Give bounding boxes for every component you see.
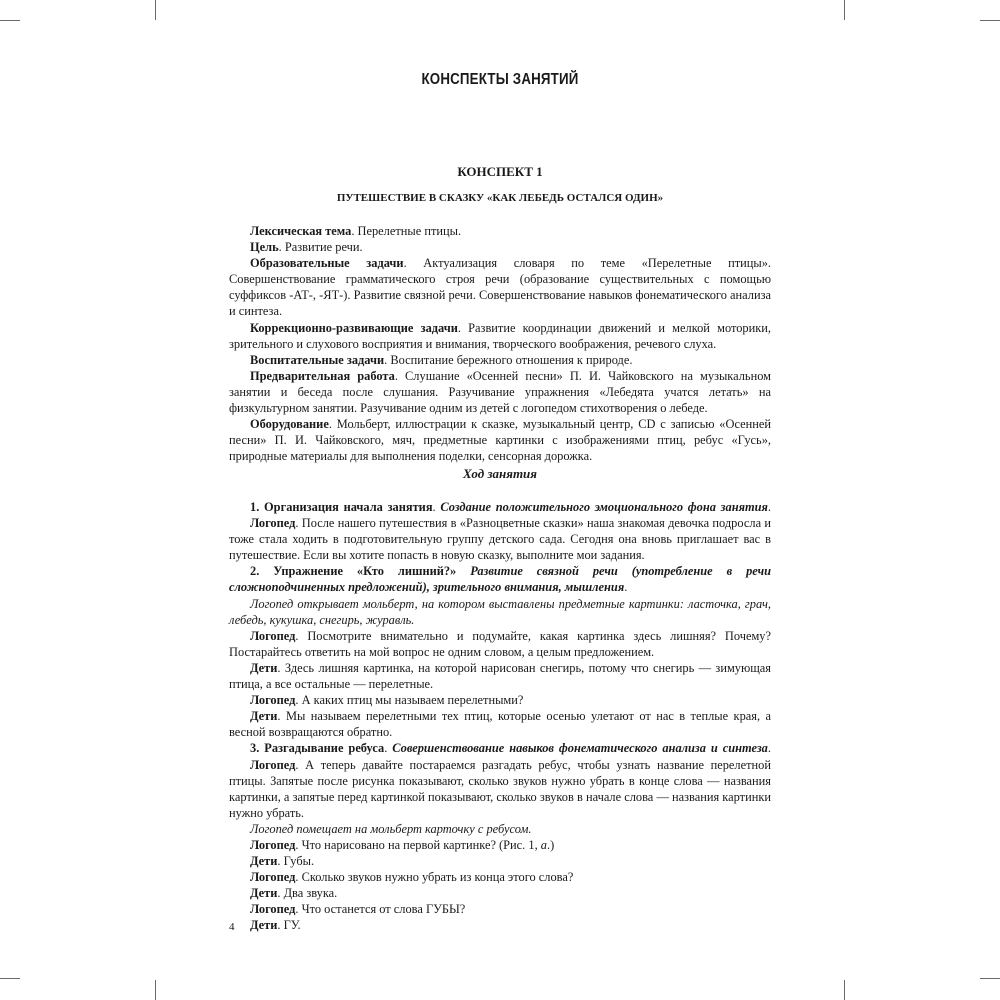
dialogue-line: Дети. Два звука. <box>250 886 338 901</box>
crop-mark <box>155 980 156 1000</box>
upbringing-tasks: Воспитательные задачи. Воспитание бережного отношения к природе. <box>250 352 633 367</box>
crop-mark <box>844 980 845 1000</box>
crop-mark <box>844 0 845 20</box>
dialogue-line: Логопед. Что останется от слова ГУБЫ? <box>250 902 466 917</box>
crop-mark <box>980 978 1000 979</box>
preliminary-work: Предварительная работа. Слушание «Осенней песни» П. И. Чайковского на музыкальном занятии и беседа после слушания. Разучивание упражнения «Лебедята учатся летать» на физкультурном занятии. Разучивание одним из детей с логопедом стихотворения о лебеде. <box>229 368 771 416</box>
educational-tasks: Образовательные задачи. Актуализация словаря по теме «Перелетные птицы». Совершенствование грамматического строя речи (образование существительных с помощью суффиксов -АТ-, -ЯТ-). Развитие связной речи. Совершенствование навыков фонематического анализа и синтеза. <box>229 256 771 319</box>
step-1-heading: 1. Организация начала занятия. Создание положительного эмоционального фона занятия. <box>250 500 771 514</box>
dialogue-line: Логопед. А каких птиц мы называем перелетными? <box>250 693 524 708</box>
dialogue-line: Логопед. А теперь давайте постараемся разгадать ребус, чтобы узнать название перелетной птицы. Запятые после рисунка показывают, сколько звуков нужно убрать в конце слова — названия картинки, а запятые перед картинкой показывают, сколько звуков в начале слова — названия картинки нужно убрать. <box>229 757 771 820</box>
section-title: Ход занятия <box>463 466 537 481</box>
running-head: КОНСПЕКТЫ ЗАНЯТИЙ <box>421 71 579 88</box>
goal: Цель. Развитие речи. <box>250 240 363 255</box>
crop-mark <box>0 20 20 21</box>
dialogue-line: Дети. ГУ. <box>250 918 301 933</box>
conspect-title: КОНСПЕКТ 1 <box>457 164 543 179</box>
step-3-heading: 3. Разгадывание ребуса. Совершенствование навыков фонематического анализа и синтеза. <box>250 741 771 756</box>
course-block <box>229 499 771 934</box>
crop-mark <box>0 978 20 979</box>
page-number: 4 <box>229 921 235 933</box>
dialogue-line: Дети. Мы называем перелетными тех птиц, которые осенью улетают от нас в теплые края, а весной возвращаются обратно. <box>229 709 771 740</box>
dialogue-line: Логопед. После нашего путешествия в «Разноцветные сказки» наша знакомая девочка подросла и тоже стала ходить в подготовительную группу детского сада. Сегодня она вновь приглашает вас в путешествие. Если вы хотите попасть в новую сказку, выполните мои задания. <box>229 516 771 563</box>
stage-direction: Логопед помещает на мольберт карточку с ребусом. <box>250 821 532 836</box>
step-2-heading: 2. Упражнение «Кто лишний?» Развитие связной речи (употребление в речи сложноподчиненных предложений), зрительного внимания, мышления. <box>229 564 772 595</box>
equipment: Оборудование. Мольберт, иллюстрации к сказке, музыкальный центр, CD с записью «Осенней песни» П. И. Чайковского, мяч, предметные картинки с изображениями птиц, ребус «Гусь», природные материалы для выполнения поделки, сенсорная дорожка. <box>229 417 771 464</box>
stage-direction: Логопед открывает мольберт, на котором выставлены предметные картинки: ласточка, грач, лебедь, кукушка, снегирь, журавль. <box>229 596 771 627</box>
dialogue-line: Дети. Здесь лишняя картинка, на которой нарисован снегирь, потому что снегирь — зимующая птица, а все остальные — перелетные. <box>229 660 771 692</box>
crop-mark <box>980 20 1000 21</box>
crop-mark <box>155 0 156 20</box>
dialogue-line: Дети. Губы. <box>250 854 315 869</box>
correction-tasks: Коррекционно-развивающие задачи. Развитие координации движений и мелкой моторики, зрительного и слухового восприятия и внимания, творческого воображения, речевого слуха. <box>229 320 772 351</box>
intro-block <box>229 223 771 464</box>
conspect-subtitle: ПУТЕШЕСТВИЕ В СКАЗКУ «КАК ЛЕБЕДЬ ОСТАЛСЯ ОДИН» <box>336 192 664 204</box>
dialogue-line: Логопед. Что нарисовано на первой картинке? (Рис. 1, а.) <box>250 837 555 852</box>
dialogue-line: Логопед. Посмотрите внимательно и подумайте, какая картинка здесь лишняя? Почему? Постарайтесь ответить на мой вопрос не одним словом, а целым предложением. <box>229 628 771 659</box>
lexical-topic: Лексическая тема. Перелетные птицы. <box>250 224 462 238</box>
dialogue-line: Логопед. Сколько звуков нужно убрать из конца этого слова? <box>250 870 574 885</box>
